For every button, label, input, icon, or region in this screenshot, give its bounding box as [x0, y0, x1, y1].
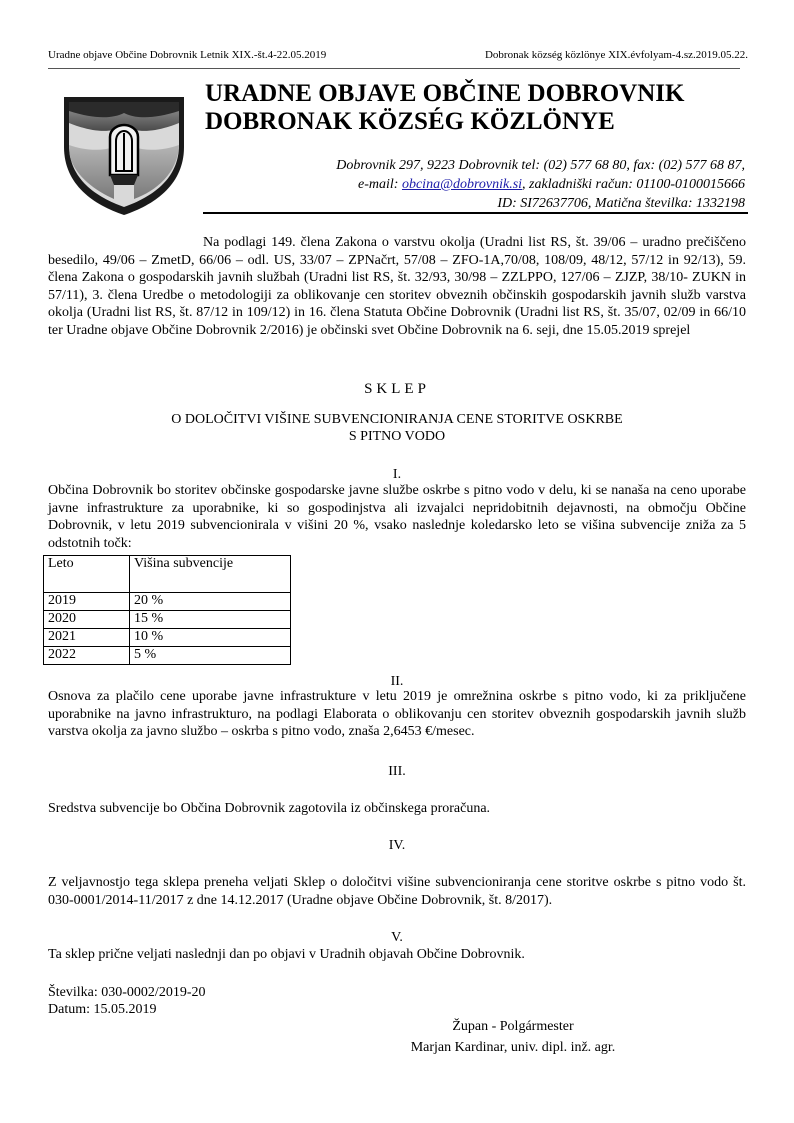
municipal-coat-of-arms-icon [56, 93, 192, 217]
table-cell-year: 2021 [44, 629, 130, 647]
masthead-title [205, 80, 684, 136]
section-5-text: Ta sklep prične veljati naslednji dan po objavi v Uradnih objavah Občine Dobrovnik. [48, 947, 525, 962]
preamble-paragraph: Na podlagi 149. člena Zakona o varstvu okolja (Uradni list RS, št. 39/06 – uradno prečiščeno besedilo, 49/06 – ZmetD, 66/06 – odl. US, 33/07 – ZPNačrt, 57/08 – ZFO-1A,70/08, 108/09, 48/12, 57/12 in 92/13), 59. člena Zakona o gospodarskih javnih službah (Uradni list RS, št. 32/93, 30/98 – ZZLPPO, 127/06 – ZJZP, 38/10- ZUKN in 57/11), 3. člena Uredbe o metodologiji za oblikovanje cen storitev obveznih občinskih gospodarskih javnih služb varstva okolja (Uradni list RS, št. 87/12 in 109/12) in 16. člena Statuta Občine Dobrovnik (Uradni list RS, št. 35/07, 02/09 in 66/10 ter Uradne objave Občine Dobrovnik 2/2016) je občinski svet Občine Dobrovnik na 6. seji, dne 15.05.2019 sprejel [48, 235, 746, 338]
table-header-subsidy: Višina subvencije [130, 556, 291, 593]
signatory-name: Marjan Kardinar, univ. dipl. inž. agr. [410, 1040, 616, 1055]
table-cell-subsidy: 15 % [130, 611, 291, 629]
running-header [48, 49, 748, 61]
email-link[interactable]: obcina@dobrovnik.si [401, 177, 523, 192]
running-header-rule [48, 68, 740, 69]
decision-subtitle-line-2: S PITNO VODO [348, 429, 446, 444]
treasury-account: , zakladniški račun: 01100-0100015666 [522, 177, 745, 192]
table-cell-year: 2019 [44, 593, 130, 611]
section-4-text: Z veljavnostjo tega sklepa preneha veljati Sklep o določitvi višine subvencioniranja cene storitve oskrbe s pitno vodo št. 030-0001/2014-11/2017 z dne 14.12.2017 (Uradne objave Občine Dobrovnik, št. 8/2017). [48, 875, 746, 908]
masthead-rule [203, 212, 748, 214]
table-row [44, 611, 291, 629]
signatory-title: Župan - Polgármester [452, 1019, 574, 1034]
masthead-title-line-1: URADNE OBJAVE OBČINE DOBROVNIK [205, 80, 685, 107]
section-5-number: V. [391, 930, 403, 945]
section-3-text: Sredstva subvencije bo Občina Dobrovnik zagotovila iz občinskega proračuna. [48, 801, 491, 816]
table-cell-subsidy: 10 % [130, 629, 291, 647]
table-cell-year: 2022 [44, 647, 130, 665]
running-header-left: Uradne objave Občine Dobrovnik Letnik XIX.-št.4-22.05.2019 [48, 49, 327, 61]
table-header-row [44, 556, 291, 593]
section-3-number: III. [388, 764, 406, 779]
masthead-id: ID: SI72637706, Matična številka: 1332198 [497, 196, 745, 211]
section-2-number: II. [390, 674, 404, 689]
document-date: Datum: 15.05.2019 [48, 1002, 157, 1017]
decision-heading: SKLEP [364, 381, 430, 397]
masthead-email-line [205, 175, 745, 194]
table-cell-year: 2020 [44, 611, 130, 629]
subsidy-table [43, 555, 291, 665]
decision-subtitle-line-1: O DOLOČITVI VIŠINE SUBVENCIONIRANJA CENE STORITVE OSKRBE [171, 412, 623, 427]
section-2-text: Osnova za plačilo cene uporabe javne infrastrukture v letu 2019 je omrežnina oskrbe s pitno vodo, ki za priključene uporabnike na javno infrastrukturo, na podlagi Elaborata o oblikovanju cen storitev obveznih gospodarskih javnih služb varstva okolja za javno službo – oskrba s pitno vodo, znaša 2,6453 €/mesec. [48, 689, 746, 739]
masthead-contact [205, 156, 745, 213]
decision-subtitle [48, 411, 746, 445]
section-1-text: Občina Dobrovnik bo storitev občinske gospodarske javne službe oskrbe s pitno vodo v delu, ki se nanaša na ceno uporabe javne infrastrukture za uporabnike, ki so gospodinjstva ali izvajalci nepridobitnih dejavnosti, na območju Občine Dobrovnik, v letu 2019 subvencionirala v višini 20 %, vsako naslednje koledarsko leto se višina subvencije zniža za 5 odstotnih točk: [48, 483, 746, 551]
table-cell-subsidy: 5 % [130, 647, 291, 665]
document-number: Številka: 030-0002/2019-20 [48, 985, 206, 1000]
running-header-right: Dobronak község közlönye XIX.évfolyam-4.sz.2019.05.22. [484, 49, 748, 61]
section-4-number: IV. [388, 838, 406, 853]
masthead-address: Dobrovnik 297, 9223 Dobrovnik tel: (02) 577 68 80, fax: (02) 577 68 87, [336, 158, 745, 173]
table-row [44, 593, 291, 611]
table-cell-subsidy: 20 % [130, 593, 291, 611]
masthead-title-line-2: DOBRONAK KÖZSÉG KÖZLÖNYE [205, 108, 615, 135]
table-row [44, 647, 291, 665]
table-header-year: Leto [44, 556, 130, 593]
table-row [44, 629, 291, 647]
section-1-number: I. [392, 467, 402, 482]
email-prefix: e-mail: [358, 177, 402, 192]
